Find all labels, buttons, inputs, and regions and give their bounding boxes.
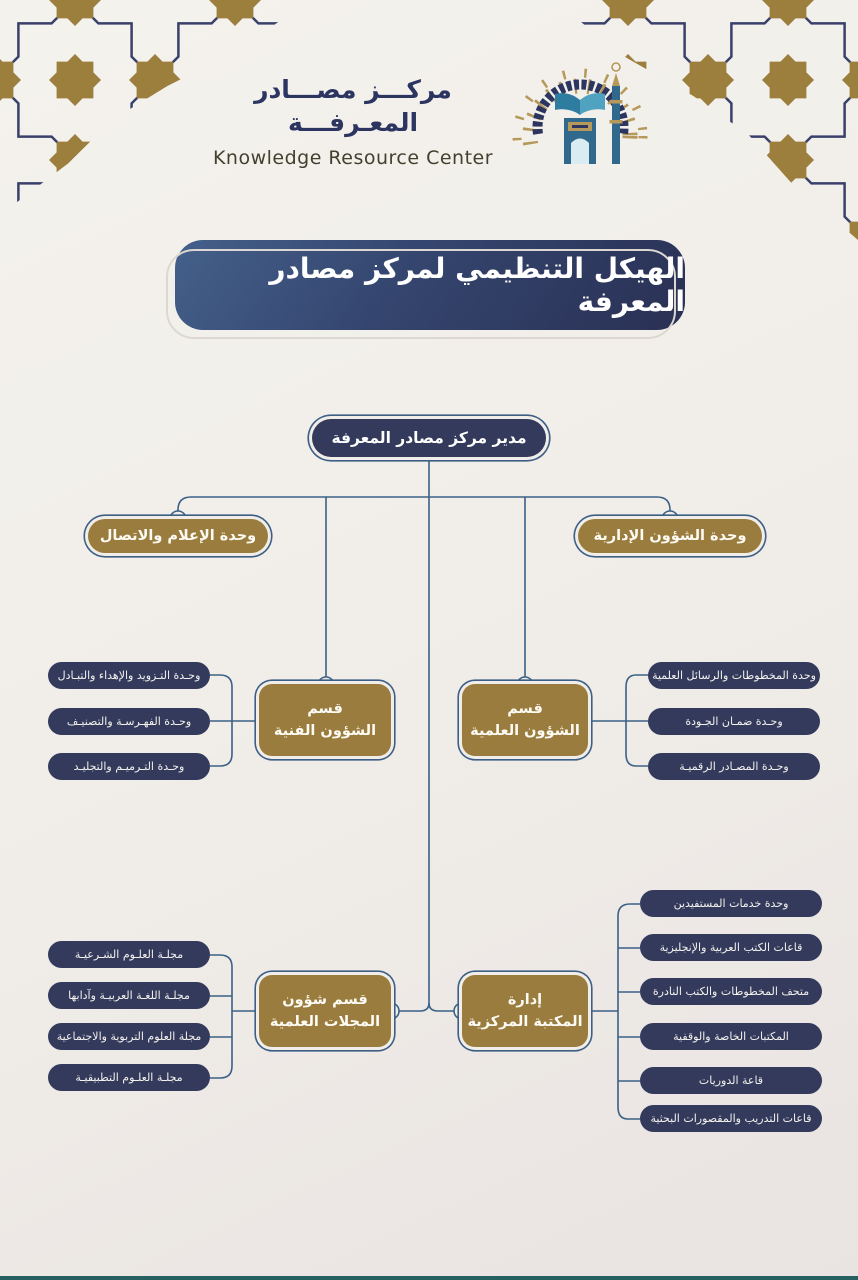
header-title-english: Knowledge Resource Center [212,147,494,169]
dept-title-line1: قسم [507,700,543,717]
leaf-node-educational-social-journal: مجلة العلوم التربوية والاجتماعية [48,1023,210,1050]
leaf-node-arabic-language-journal: مجلـة اللغـة العربيـة وآدابها [48,982,210,1009]
leaf-node-training-research-halls: قاعات التدريب والمقصورات البحثية [640,1105,822,1132]
node-dept-central-library [462,975,588,1047]
leaf-node-manuscripts-rare-books-museum: متحف المخطوطات والكتب النادرة [640,978,822,1005]
dept-title-line2: الشؤون العلمية [470,723,580,739]
header [188,74,518,169]
node-dept-scientific-journals [259,975,391,1047]
leaf-node-digital-resources-unit: وحـدة المصـادر الرقميـة [648,753,820,780]
org-chart-title: الهيكل التنظيمي لمركز مصادر المعرفة [269,252,685,318]
node-dept-technical-affairs [259,684,391,756]
dept-title-line1: إدارة [507,991,543,1008]
leaf-node-restoration-binding-unit: وحـدة التـرميـم والتجليـد [48,753,210,780]
leaf-node-applied-sciences-journal: مجلـة العلـوم التطبيقيـة [48,1064,210,1091]
dept-title-line2: المكتبة المركزية [467,1014,583,1030]
dept-title-line2: المجلات العلمية [269,1014,381,1030]
krc-logo [508,48,658,198]
leaf-node-manuscripts-theses-unit: وحدة المخطوطات والرسائل العلمية [648,662,820,689]
node-director: مدير مركز مصادر المعرفة [312,419,546,457]
leaf-node-arabic-english-book-halls: قاعات الكتب العربية والإنجليزية [640,934,822,961]
mosque-icon [564,63,623,164]
leaf-node-beneficiary-services-unit: وحدة خدمات المستفيدين [640,890,822,917]
node-dept-scientific-affairs [462,684,588,756]
leaf-node-quality-assurance-unit: وحـدة ضمـان الجـودة [648,708,820,735]
org-chart-title-banner [175,240,685,330]
dept-title-line1: قسم شؤون [282,991,368,1008]
leaf-node-acquisition-unit: وحـدة التـزويد والإهداء والتبـادل [48,662,210,689]
dept-title-line1: قسم [307,700,343,717]
leaf-node-sharia-sciences-journal: مجلـة العلـوم الشـرعيـة [48,941,210,968]
open-book-icon [555,93,605,115]
node-media-communication-unit: وحدة الإعلام والاتصال [88,519,268,553]
leaf-node-periodicals-hall: قاعة الدوريات [640,1067,822,1094]
node-administrative-affairs-unit: وحدة الشؤون الإدارية [578,519,762,553]
leaf-node-cataloging-unit: وحـدة الفهـرسـة والتصنيـف [48,708,210,735]
dept-title-line2: الشؤون الفنية [273,723,377,739]
header-title-arabic: مركـــز مصـــادر المعـرفـــة [254,75,452,137]
bottom-accent-bar [0,1276,858,1280]
leaf-node-private-endowment-libraries: المكتبات الخاصة والوقفية [640,1023,822,1050]
